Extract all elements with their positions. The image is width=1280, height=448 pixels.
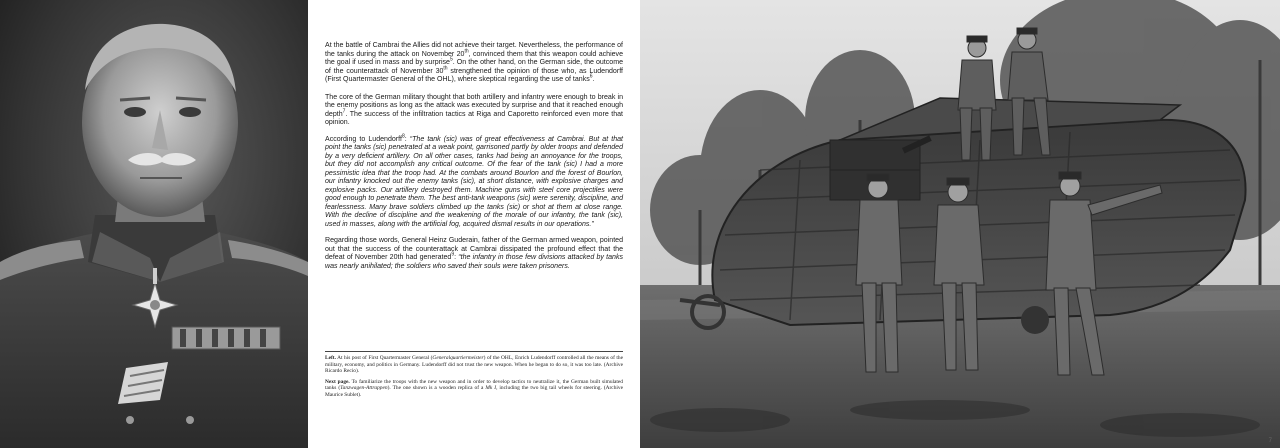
caption-divider (325, 351, 623, 352)
caption-next-page: Next page. To familiarize the troops with the new weapon and in order to develop tactics to neutralize it, the German built simulated tanks (Tanzwagen-Attrappen). The one shown is a wooden replica of a Mk I, including the two big tail wheels for steering. (Archive Maurice Sublet). (325, 378, 623, 398)
paragraph-1: At the battle of Cambrai the Allies did not achieve their target. Nevertheless, the performance of the tanks during the attack on November 20th, convinced them that this weapon could achieve the goal if used in mass and by surprise$^5$. On the other hand, on the German side, the outcome of the counterattack of November 30th strengthened the opinion of those who, as Ludendorff (First Quartermaster General of the OHL), where skeptical regarding the use of tanks$^6$. (325, 42, 624, 83)
portrait-photo-ludendorff (0, 0, 308, 448)
page-number: 7 (1268, 438, 1272, 444)
soldiers-tank-photo (640, 0, 1280, 448)
body-text (325, 42, 623, 279)
paragraph-2: The core of the German military thought that both artillery and infantry were enough to break in the enemy positions as long as the attack was executed by surprise and that it reached enough depth$^7$. The success of the infiltration tactics at Riga and Caporetto reinforced even more that opinion. (325, 93, 623, 126)
captions (325, 355, 623, 403)
caption-left: Left. At his post of First Quartermaster General (Generalquartiermeister) of the OHL, Enrich Ludendorff controlled all the means of the military, economy, and politics in Germany. Ludendorff did not trust the new weapon. When he began to do so, it was too late. (Archive Ricardo Recio). (325, 355, 623, 375)
paragraph-4: Regarding those words, General Heinz Guderain, father of the German armed weapon, pointed out that the success of the counterattack at Cambrai dissipated the profound effect that the defeat of November 20th had generated$^9$: “the infantry in those few divisions attacked by tanks was nearly anihilated; the soldiers who saved their souls were taken prisoners. (325, 237, 623, 270)
text-page (308, 0, 640, 448)
paragraph-3-quote: According to Ludendorff$^8$: “The tank (sic) was of great effectiveness at Cambrai. But at that point the tanks (sic) penetrated at a weak point, garrisoned partly by older troops and defended by a very deficient artillery. On all other cases, tanks had being an annoyance for the troops, but they did not accomplish any critical outcome. Of the fear of the tank (sic) I had a more pessimistic idea that the troop had. At the combats around Bourlon and the forest of Bourlon, our infantry knocked out the enemy tanks (sic), at short distance, with explosive charges and explosive packs. Our artillery destroyed them. Machine guns with steel core projectiles were good enough to penetrate them. The best anti-tank weapons (sic) were serenity, discipline, and fearlessness. Many brave soldiers climbed up the tanks (sic) or shot at them at close range. With the decline of discipline and the weakening of the morale of our infantry, the tank (sic), used in masses, along with the artificial fog, acquired dismal results in our operations.” (325, 133, 623, 228)
